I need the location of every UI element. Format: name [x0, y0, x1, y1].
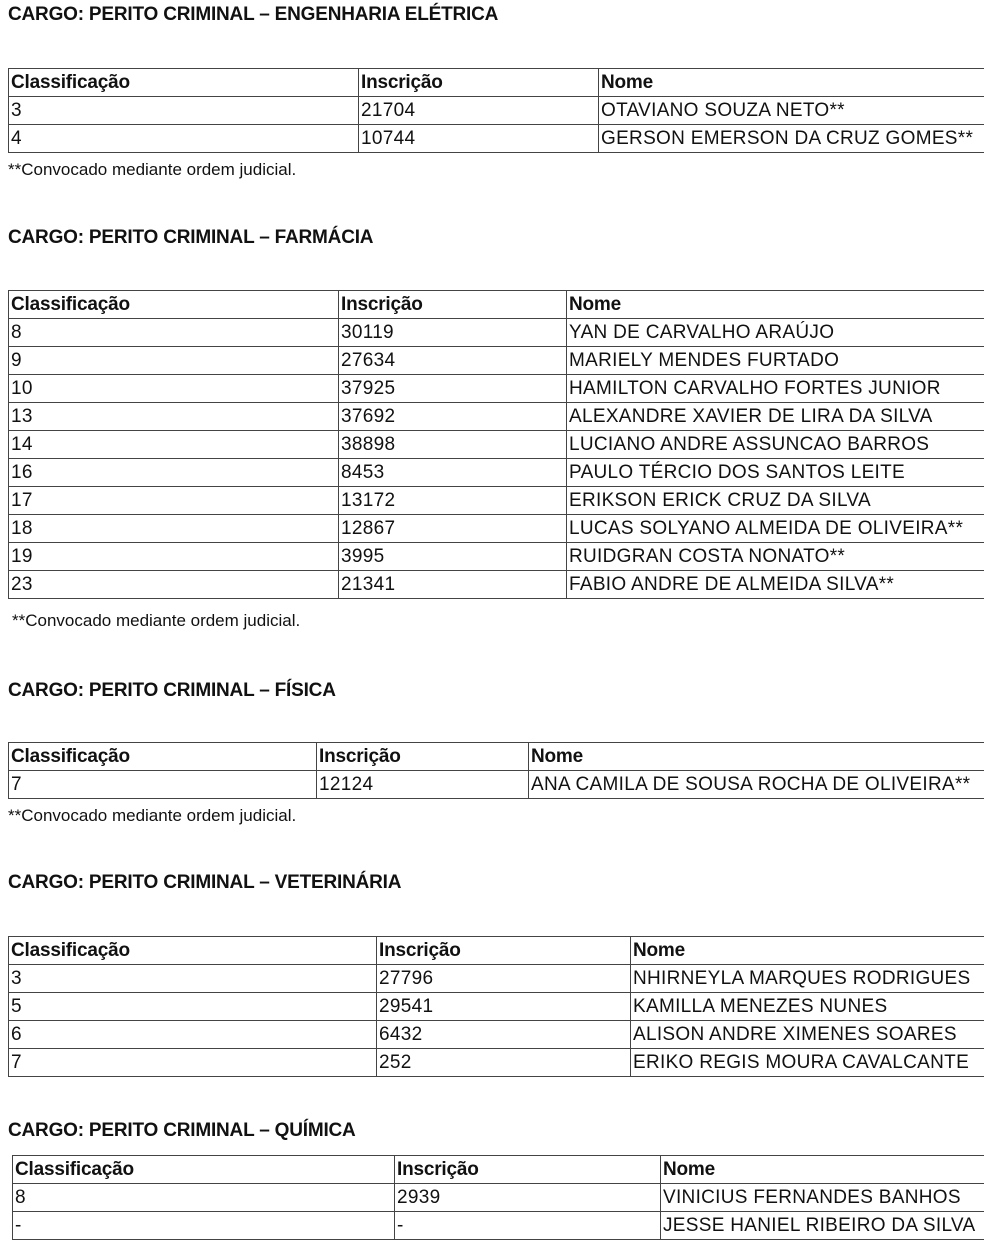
section-title: CARGO: PERITO CRIMINAL – ENGENHARIA ELÉTRICA — [8, 4, 499, 25]
cell-nome: MARIELY MENDES FURTADO — [567, 347, 984, 375]
table-row — [9, 125, 984, 153]
table-header-row — [9, 69, 984, 97]
cell-inscricao: 12124 — [317, 771, 529, 799]
table-row — [9, 571, 984, 599]
header-inscricao: Inscrição — [339, 291, 567, 319]
cell-inscricao: 13172 — [339, 487, 567, 515]
results-table — [8, 68, 984, 153]
cell-inscricao: 2939 — [395, 1184, 661, 1212]
cell-inscricao: 38898 — [339, 431, 567, 459]
header-nome: Nome — [529, 743, 984, 771]
table-row — [9, 965, 984, 993]
cell-inscricao: 10744 — [359, 125, 599, 153]
header-inscricao: Inscrição — [359, 69, 599, 97]
results-table — [8, 936, 984, 1077]
cell-classificacao: 3 — [9, 965, 377, 993]
results-table — [8, 742, 984, 799]
table-row — [13, 1184, 984, 1212]
cell-nome: YAN DE CARVALHO ARAÚJO — [567, 319, 984, 347]
cell-inscricao: 29541 — [377, 993, 631, 1021]
table-row — [9, 431, 984, 459]
cell-classificacao: 8 — [9, 319, 339, 347]
cell-classificacao: 18 — [9, 515, 339, 543]
cell-nome: ANA CAMILA DE SOUSA ROCHA DE OLIVEIRA** — [529, 771, 984, 799]
table-header-row — [9, 743, 984, 771]
section-title: CARGO: PERITO CRIMINAL – VETERINÁRIA — [8, 872, 402, 893]
cell-classificacao: 9 — [9, 347, 339, 375]
cell-classificacao: 23 — [9, 571, 339, 599]
table-row — [9, 347, 984, 375]
table-row — [9, 319, 984, 347]
header-nome: Nome — [599, 69, 984, 97]
judicial-order-note: **Convocado mediante ordem judicial. — [12, 611, 301, 630]
table-row — [9, 403, 984, 431]
table-row — [9, 487, 984, 515]
cell-classificacao: 16 — [9, 459, 339, 487]
table-header-row — [9, 937, 984, 965]
cell-nome: NHIRNEYLA MARQUES RODRIGUES — [631, 965, 984, 993]
section-title: CARGO: PERITO CRIMINAL – QUÍMICA — [8, 1120, 356, 1141]
cell-nome: ALISON ANDRE XIMENES SOARES — [631, 1021, 984, 1049]
cell-nome: ALEXANDRE XAVIER DE LIRA DA SILVA — [567, 403, 984, 431]
cell-classificacao: 3 — [9, 97, 359, 125]
cell-classificacao: 7 — [9, 771, 317, 799]
cell-nome: PAULO TÉRCIO DOS SANTOS LEITE — [567, 459, 984, 487]
header-inscricao: Inscrição — [395, 1156, 661, 1184]
cell-inscricao: 21704 — [359, 97, 599, 125]
cell-inscricao: 21341 — [339, 571, 567, 599]
cell-classificacao: 8 — [13, 1184, 395, 1212]
header-classificacao: Classificação — [9, 291, 339, 319]
table-row — [9, 771, 984, 799]
table-header-row — [13, 1156, 984, 1184]
cell-classificacao: 17 — [9, 487, 339, 515]
cell-nome: FABIO ANDRE DE ALMEIDA SILVA** — [567, 571, 984, 599]
cell-classificacao: 5 — [9, 993, 377, 1021]
cell-classificacao: 13 — [9, 403, 339, 431]
header-nome: Nome — [631, 937, 984, 965]
table-row — [9, 543, 984, 571]
header-classificacao: Classificação — [13, 1156, 395, 1184]
header-classificacao: Classificação — [9, 69, 359, 97]
cell-nome: HAMILTON CARVALHO FORTES JUNIOR — [567, 375, 984, 403]
table-header-row — [9, 291, 984, 319]
cell-classificacao: 14 — [9, 431, 339, 459]
cell-classificacao: - — [13, 1212, 395, 1240]
cell-nome: GERSON EMERSON DA CRUZ GOMES** — [599, 125, 984, 153]
header-inscricao: Inscrição — [317, 743, 529, 771]
table-row — [13, 1212, 984, 1240]
cell-classificacao: 10 — [9, 375, 339, 403]
cell-inscricao: 3995 — [339, 543, 567, 571]
table-row — [9, 459, 984, 487]
results-table — [12, 1155, 984, 1240]
cell-nome: OTAVIANO SOUZA NETO** — [599, 97, 984, 125]
table-row — [9, 375, 984, 403]
cell-classificacao: 19 — [9, 543, 339, 571]
header-classificacao: Classificação — [9, 937, 377, 965]
cell-nome: LUCAS SOLYANO ALMEIDA DE OLIVEIRA** — [567, 515, 984, 543]
results-table — [8, 290, 984, 599]
cell-inscricao: 252 — [377, 1049, 631, 1077]
cell-inscricao: 6432 — [377, 1021, 631, 1049]
header-nome: Nome — [661, 1156, 984, 1184]
cell-inscricao: 37925 — [339, 375, 567, 403]
header-classificacao: Classificação — [9, 743, 317, 771]
cell-inscricao: 27634 — [339, 347, 567, 375]
cell-inscricao: 37692 — [339, 403, 567, 431]
cell-nome: JESSE HANIEL RIBEIRO DA SILVA — [661, 1212, 984, 1240]
cell-inscricao: 12867 — [339, 515, 567, 543]
cell-inscricao: 27796 — [377, 965, 631, 993]
judicial-order-note: **Convocado mediante ordem judicial. — [8, 160, 297, 179]
header-nome: Nome — [567, 291, 984, 319]
cell-classificacao: 7 — [9, 1049, 377, 1077]
table-row — [9, 993, 984, 1021]
cell-classificacao: 6 — [9, 1021, 377, 1049]
judicial-order-note: **Convocado mediante ordem judicial. — [8, 806, 297, 825]
cell-inscricao: 30119 — [339, 319, 567, 347]
header-inscricao: Inscrição — [377, 937, 631, 965]
cell-inscricao: - — [395, 1212, 661, 1240]
table-row — [9, 97, 984, 125]
cell-inscricao: 8453 — [339, 459, 567, 487]
table-row — [9, 1049, 984, 1077]
section-title: CARGO: PERITO CRIMINAL – FARMÁCIA — [8, 227, 374, 248]
cell-nome: KAMILLA MENEZES NUNES — [631, 993, 984, 1021]
table-row — [9, 515, 984, 543]
section-title: CARGO: PERITO CRIMINAL – FÍSICA — [8, 680, 336, 701]
cell-nome: ERIKSON ERICK CRUZ DA SILVA — [567, 487, 984, 515]
cell-classificacao: 4 — [9, 125, 359, 153]
cell-nome: VINICIUS FERNANDES BANHOS — [661, 1184, 984, 1212]
cell-nome: LUCIANO ANDRE ASSUNCAO BARROS — [567, 431, 984, 459]
cell-nome: RUIDGRAN COSTA NONATO** — [567, 543, 984, 571]
table-row — [9, 1021, 984, 1049]
cell-nome: ERIKO REGIS MOURA CAVALCANTE — [631, 1049, 984, 1077]
